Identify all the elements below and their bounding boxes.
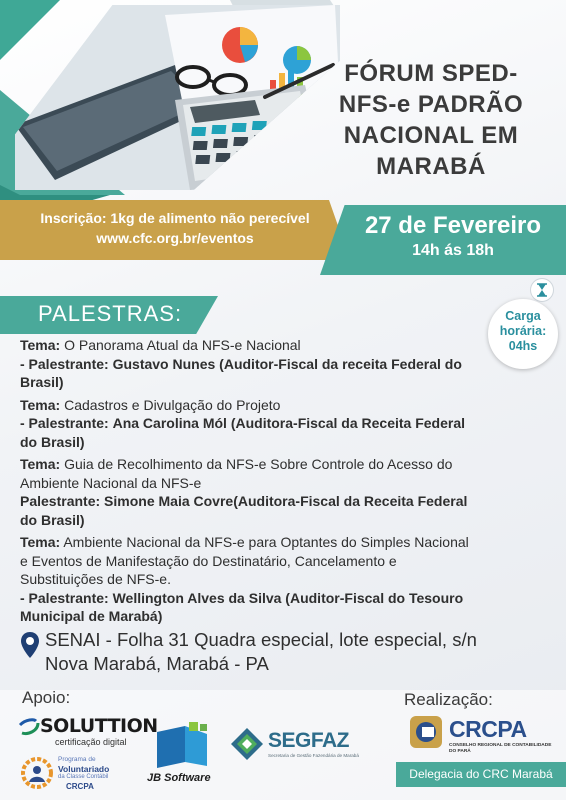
event-location xyxy=(45,628,545,676)
workload-line: Carga xyxy=(505,309,541,323)
workload-line: horária: xyxy=(499,324,547,338)
tema-text: Cadastros e Divulgação do Projeto xyxy=(64,396,281,413)
location-pin-icon xyxy=(20,631,40,659)
delegacia-badge: Delegacia do CRC Marabá xyxy=(396,762,566,787)
jb-software-name: JB Software xyxy=(147,772,211,784)
location-line: Nova Marabá, Marabá - PA xyxy=(45,653,269,674)
crcpa-emblem-icon xyxy=(408,714,444,750)
speaker-text: Wellington Alves da Silva (Auditor-Fiscal do Tesouro Municipal de Marabá) xyxy=(20,589,464,624)
workload-badge xyxy=(488,299,558,369)
talk-item xyxy=(20,336,480,392)
registration-link[interactable]: www.cfc.org.br/eventos xyxy=(96,230,254,246)
support-label: Apoio: xyxy=(22,688,71,707)
segfaz-diamond-icon xyxy=(230,727,264,761)
hourglass-icon xyxy=(531,279,553,301)
talk-item xyxy=(20,533,480,626)
soluttion-name: SOLUTTION xyxy=(40,715,158,737)
segfaz-logo xyxy=(230,725,358,765)
workload-line: 04hs xyxy=(508,339,538,353)
event-date: 27 de Fevereiro xyxy=(364,212,542,239)
event-time: 14h ás 18h xyxy=(412,242,494,259)
event-title-line: NACIONAL EM xyxy=(343,122,519,149)
registration-info xyxy=(0,208,350,248)
palestras-heading: PALESTRAS: xyxy=(38,301,183,326)
voluntariado-gear-icon xyxy=(20,756,54,790)
event-title xyxy=(316,58,546,182)
tema-label: Tema: xyxy=(20,456,61,472)
voluntariado-line: Programa de xyxy=(58,756,96,763)
event-title-line: NFS-e PADRÃO xyxy=(338,91,524,118)
soluttion-logo xyxy=(18,715,158,747)
tema-text: O Panorama Atual da NFS-e Nacional xyxy=(64,337,301,353)
tema-label: Tema: xyxy=(20,396,61,413)
event-title-line: FÓRUM SPED- xyxy=(344,60,518,87)
speaker-text: Simone Maia Covre(Auditora-Fiscal da Receita Federal do Brasil) xyxy=(20,493,468,528)
talk-item xyxy=(20,396,480,452)
voluntariado-logo xyxy=(20,756,130,792)
voluntariado-line: Voluntariado xyxy=(58,764,110,774)
speaker-label: - Palestrante: xyxy=(20,589,109,606)
speaker-text: Ana Carolina Mól (Auditora-Fiscal da Receita Federal do Brasil) xyxy=(20,415,466,450)
crcpa-subtitle: DO PARÁ xyxy=(449,749,471,754)
tema-label: Tema: xyxy=(20,337,61,353)
event-title-line: MARABÁ xyxy=(376,153,486,180)
crcpa-logo xyxy=(408,712,558,758)
speaker-label: - Palestrante: xyxy=(20,355,109,372)
voluntariado-line: CRCPA xyxy=(66,782,94,791)
crcpa-subtitle: CONSELHO REGIONAL DE CONTABILIDADE xyxy=(449,743,552,748)
soluttion-tagline: certificação digital xyxy=(55,737,127,747)
tema-text: Guia de Recolhimento da NFS-e Sobre Controle do Acesso do Ambiente Nacional da NFS-e xyxy=(20,456,453,491)
talk-list xyxy=(20,336,480,630)
location-line: SENAI - Folha 31 Quadra especial, lote especial, s/n xyxy=(45,629,477,650)
jb-software-logo xyxy=(145,722,215,788)
jb-cube-icon xyxy=(145,722,215,772)
tema-label: Tema: xyxy=(20,534,61,550)
segfaz-name: SEGFAZ xyxy=(268,729,350,752)
speaker-label: Palestrante: xyxy=(20,493,101,509)
segfaz-subtitle: Secretaria de Gestão Fazendária de Marabá xyxy=(268,753,359,758)
speaker-text: Gustavo Nunes (Auditor-Fiscal da receita Federal do Brasil) xyxy=(20,355,462,390)
tema-text: Ambiente Nacional da NFS-e para Optantes do Simples Nacional e Eventos de Manifestação do Destinatário, Cancelamento e Substituições de NFS-e. xyxy=(20,534,469,587)
speaker-label: - Palestrante: xyxy=(20,415,109,431)
registration-fee: Inscrição: 1kg de alimento não perecível xyxy=(40,210,310,226)
voluntariado-line: da Classe Contábil xyxy=(58,774,109,780)
organizer-label: Realização: xyxy=(404,690,493,709)
crcpa-name: CRCPA xyxy=(449,716,527,742)
talk-item xyxy=(20,455,480,529)
soluttion-mark-icon xyxy=(18,715,42,739)
